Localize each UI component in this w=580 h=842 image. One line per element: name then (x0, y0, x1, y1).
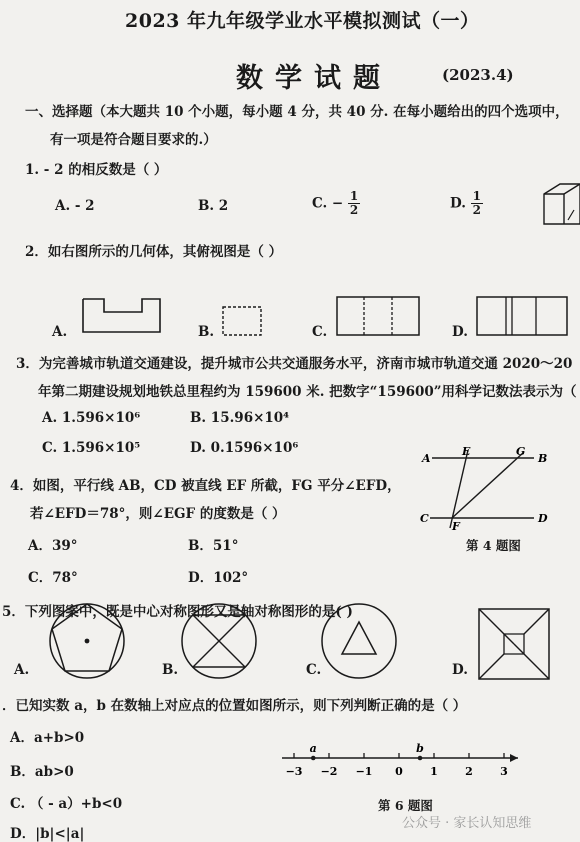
q1-option-a: A. - 2 (55, 198, 95, 214)
exam-date: (2023.4) (442, 66, 514, 84)
q2-option-d: D. (452, 324, 468, 340)
q2-stem: 2．如右图所示的几何体，其俯视图是（ ） (25, 244, 283, 260)
q3-option-b: B. 15.96×10⁴ (190, 410, 290, 426)
q4-label-d: D (538, 512, 548, 525)
q2-option-a: A. (52, 324, 68, 340)
q4-option-c: C．78° (28, 570, 78, 586)
number-line-point (418, 756, 423, 761)
q2-view-c (336, 296, 420, 336)
subject-title: 数学试题 (236, 63, 392, 94)
q4-stem-line1: 4．如图，平行线 AB，CD 被直线 EF 所截，FG 平分∠EFD， (10, 478, 401, 494)
q3-option-c: C. 1.596×10⁵ (42, 440, 141, 456)
q6-stem: ．已知实数 a，b 在数轴上对应点的位置如图所示，则下列判断正确的是（ ） (2, 698, 467, 714)
q4-label-g: G (516, 445, 526, 458)
q4-figure (420, 445, 552, 533)
q5-figure-c-triangle (320, 602, 398, 680)
q3-stem-line2: 年第二期建设规划地铁总里程约为 159600 米. 把数字“159600”用科学记数法表示为（ (38, 384, 577, 400)
q4-option-a: A．39° (28, 538, 78, 554)
q5-option-b: B. (162, 662, 179, 678)
number-line-tick-label: −1 (355, 765, 373, 778)
q6-caption: 第 6 题图 (378, 798, 433, 813)
q5-figure-d-pinwheel (478, 608, 550, 680)
q1-option-d: D. $\frac{1}{2}$ (450, 189, 481, 217)
q3-stem-line1: 3．为完善城市轨道交通建设，提升城市公共交通服务水平，济南市城市轨道交通 2020～20 (16, 356, 573, 372)
q1-stem: 1. - 2 的相反数是（ ） (25, 162, 168, 178)
watermark: 公众号 · 家长认知思维 (402, 816, 532, 831)
q2-view-d (476, 296, 568, 336)
q2-view-b (222, 306, 262, 336)
number-line-point (311, 756, 316, 761)
number-line-tick-label: −2 (320, 765, 338, 778)
q4-label-f: F (452, 520, 460, 533)
number-line-tick-label: 0 (395, 765, 403, 778)
number-line-tick-label: 1 (430, 765, 438, 778)
q5-option-d: D. (452, 662, 468, 678)
exam-title: 2023 年九年级学业水平模拟测试（一） (125, 10, 480, 32)
q4-option-b: B．51° (188, 538, 239, 554)
q6-option-c: C. （ - a）+b<0 (10, 796, 123, 812)
q2-option-b: B. (198, 324, 215, 340)
section-heading-cont: 有一项是符合题目要求的.） (50, 132, 217, 148)
number-line-tick-label: 3 (500, 765, 508, 778)
q4-label-b: B (538, 452, 548, 465)
q6-number-line (282, 744, 522, 784)
q4-label-e: E (462, 445, 471, 458)
q1-fraction-d: $\frac{1}{2}$ (472, 189, 481, 217)
q4-option-d: D．102° (188, 570, 249, 586)
section-heading: 一、选择题（本大题共 10 个小题，每小题 4 分，共 40 分. 在每小题给出的四个选项中， (25, 104, 569, 120)
q5-option-a: A. (14, 662, 30, 678)
number-line-arrow (510, 754, 518, 762)
q1-fraction-c: $\frac{1}{2}$ (349, 189, 359, 217)
q4-label-a: A (422, 452, 431, 465)
q2-solid-figure (538, 180, 580, 230)
q6-option-b: B．ab>0 (10, 764, 74, 780)
number-line-tick-label: −3 (285, 765, 303, 778)
q3-option-a: A. 1.596×10⁶ (42, 410, 141, 426)
q4-caption: 第 4 题图 (466, 538, 521, 553)
q2-view-a (82, 298, 162, 334)
number-line-tick-label: 2 (465, 765, 473, 778)
q6-option-a: A．a+b>0 (10, 730, 85, 746)
q1-option-c: C. − $\frac{1}{2}$ (312, 189, 359, 217)
number-line-point-label: b (416, 742, 424, 755)
q4-label-c: C (420, 512, 429, 525)
q6-option-d: D．|b|<|a| (10, 826, 85, 842)
q5-option-c: C. (306, 662, 322, 678)
number-line-point-label: a (309, 742, 317, 755)
q4-stem-line2: 若∠EFD＝78°，则∠EGF 的度数是（ ） (30, 506, 286, 522)
q5-figure-b-hourglass (180, 602, 258, 680)
q5-figure-a-circle-pentagon (48, 602, 126, 680)
q2-option-c: C. (312, 324, 328, 340)
q5-stem: 5．下列图案中，既是中心对称图形又是轴对称图形的是( ) (2, 604, 353, 620)
q3-option-d: D. 0.1596×10⁶ (190, 440, 299, 456)
q1-option-b: B. 2 (198, 198, 229, 214)
